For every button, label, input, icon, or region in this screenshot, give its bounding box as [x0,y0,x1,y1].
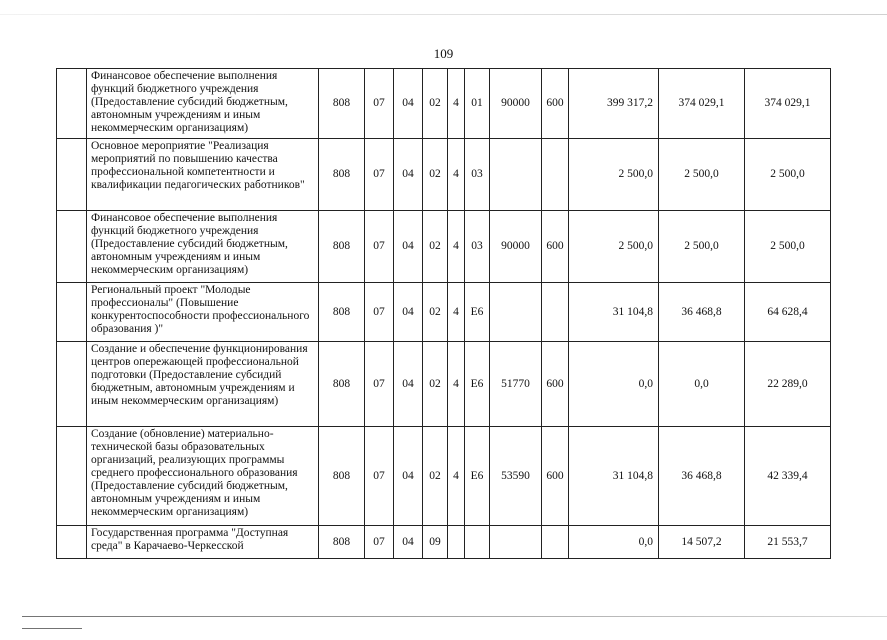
section-code: 07 [365,69,394,139]
direction-code [490,526,542,559]
page-number: 109 [433,46,454,61]
subprogram-code: 4 [448,342,465,427]
direction-code [490,283,542,342]
amount-year2: 14 507,2 [659,526,745,559]
amount-year2: 2 500,0 [659,211,745,283]
amount-year2: 2 500,0 [659,139,745,211]
scan-edge-bottom [22,616,887,617]
amount-year1: 2 500,0 [569,139,659,211]
amount-year2: 36 468,8 [659,283,745,342]
section-code: 07 [365,526,394,559]
direction-code: 90000 [490,69,542,139]
subprogram-code: 4 [448,283,465,342]
program-code: 02 [423,139,448,211]
subsection-code: 04 [394,69,423,139]
row-index-cell [57,283,87,342]
ministry-code: 808 [319,427,365,526]
row-name: Создание и обеспечение функционирования центров опережающей профессиональной подготовки (Предоставление субсидий бюджетным, автономным учреждениям и иным некоммерческим организациям) [87,342,319,427]
subprogram-code: 4 [448,69,465,139]
subprogram-code: 4 [448,211,465,283]
amount-year1: 2 500,0 [569,211,659,283]
amount-year3: 2 500,0 [745,139,831,211]
row-name: Финансовое обеспечение выполнения функций бюджетного учреждения (Предоставление субсидий бюджетным, автономным учреждениям и иным некоммерческим организациям) [87,69,319,139]
ministry-code: 808 [319,211,365,283]
amount-year3: 21 553,7 [745,526,831,559]
row-index-cell [57,342,87,427]
amount-year3: 64 628,4 [745,283,831,342]
row-index-cell [57,211,87,283]
table-row [57,139,831,211]
event-code: Е6 [465,342,490,427]
subsection-code: 04 [394,427,423,526]
section-code: 07 [365,211,394,283]
amount-year1: 31 104,8 [569,283,659,342]
section-code: 07 [365,342,394,427]
ministry-code: 808 [319,69,365,139]
ministry-code: 808 [319,283,365,342]
program-code: 02 [423,342,448,427]
amount-year3: 2 500,0 [745,211,831,283]
subsection-code: 04 [394,283,423,342]
amount-year3: 374 029,1 [745,69,831,139]
row-name: Создание (обновление) материально-технической базы образовательных организаций, реализующих программы среднего профессионального образования (Предоставление субсидий бюджетным, автономным учреждениям и иным некоммерческим организациям) [87,427,319,526]
section-code: 07 [365,427,394,526]
row-index-cell [57,139,87,211]
section-code: 07 [365,139,394,211]
expense-type-code: 600 [542,342,569,427]
amount-year2: 36 468,8 [659,427,745,526]
event-code: Е6 [465,427,490,526]
program-code: 09 [423,526,448,559]
direction-code: 90000 [490,211,542,283]
subsection-code: 04 [394,526,423,559]
row-name: Региональный проект "Молодые профессионалы" (Повышение конкурентоспособности профессионального образования )" [87,283,319,342]
amount-year3: 22 289,0 [745,342,831,427]
amount-year1: 31 104,8 [569,427,659,526]
row-index-cell [57,526,87,559]
event-code: 03 [465,211,490,283]
expense-type-code: 600 [542,69,569,139]
table-row [57,342,831,427]
expense-type-code [542,139,569,211]
table-row [57,211,831,283]
table-row [57,283,831,342]
ministry-code: 808 [319,526,365,559]
subsection-code: 04 [394,342,423,427]
subprogram-code [448,526,465,559]
program-code: 02 [423,69,448,139]
program-code: 02 [423,211,448,283]
row-name: Основное мероприятие "Реализация мероприятий по повышению качества профессиональной компетентности и квалификации педагогических работников" [87,139,319,211]
amount-year1: 0,0 [569,342,659,427]
row-name: Государственная программа "Доступная среда" в Карачаево-Черкесской [87,526,319,559]
table-row [57,69,831,139]
row-index-cell [57,427,87,526]
event-code [465,526,490,559]
expense-type-code [542,526,569,559]
amount-year2: 0,0 [659,342,745,427]
event-code: Е6 [465,283,490,342]
subsection-code: 04 [394,139,423,211]
row-index-cell [57,69,87,139]
expense-type-code [542,283,569,342]
direction-code: 53590 [490,427,542,526]
scan-edge-top [0,14,887,15]
amount-year1: 399 317,2 [569,69,659,139]
subprogram-code: 4 [448,427,465,526]
budget-table [56,68,831,559]
event-code: 03 [465,139,490,211]
expense-type-code: 600 [542,211,569,283]
direction-code [490,139,542,211]
amount-year2: 374 029,1 [659,69,745,139]
section-code: 07 [365,283,394,342]
table-row [57,526,831,559]
amount-year1: 0,0 [569,526,659,559]
ministry-code: 808 [319,342,365,427]
program-code: 02 [423,427,448,526]
event-code: 01 [465,69,490,139]
expense-type-code: 600 [542,427,569,526]
row-name: Финансовое обеспечение выполнения функций бюджетного учреждения (Предоставление субсидий бюджетным, автономным учреждениям и иным некоммерческим организациям) [87,211,319,283]
ministry-code: 808 [319,139,365,211]
subprogram-code: 4 [448,139,465,211]
table-row [57,427,831,526]
direction-code: 51770 [490,342,542,427]
subsection-code: 04 [394,211,423,283]
program-code: 02 [423,283,448,342]
scan-mark [22,628,82,629]
amount-year3: 42 339,4 [745,427,831,526]
